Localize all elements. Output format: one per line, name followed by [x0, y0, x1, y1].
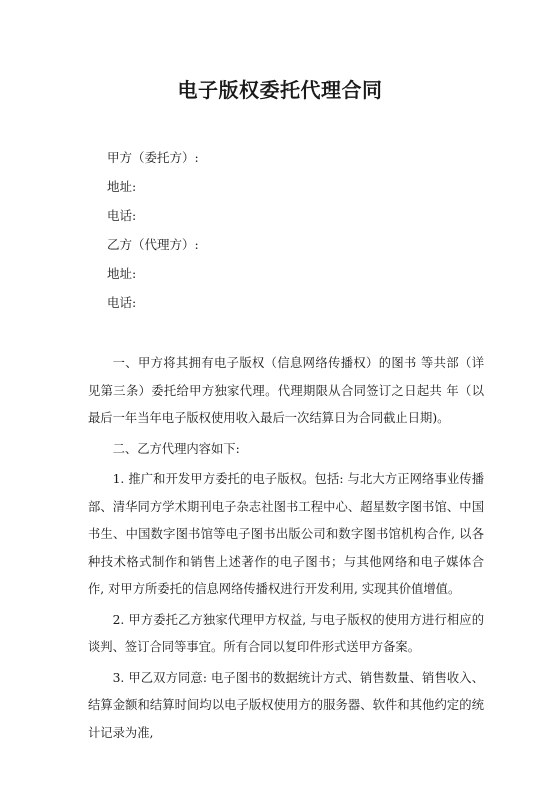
party-a-label: 甲方（委托方）:	[107, 150, 199, 165]
party-a-phone-label: 电话:	[107, 208, 137, 223]
parties-block	[107, 149, 199, 323]
clause-2-item-2: 2. 甲方委托乙方独家代理甲方权益, 与电子版权的使用方进行相应的谈判、签订合同等事宜。所有合同以复印件形式送甲方备案。	[88, 612, 484, 654]
clause-2-item-1: 1. 推广和开发甲方委托的电子版权。包括: 与北大方正网络事业传播部、清华同方学术期刊电子杂志社图书工程中心、超星数字图书馆、中国书生、中国数字图书馆等电子图书出版公司和数字图书馆机构合作, 以各种技术格式制作和销售上述著作的电子图书；与其他网络和电子媒体合作, 对甲方所委托的信息网络传播权进行开发利用, 实现其价值增值。	[88, 472, 484, 596]
contract-title: 电子版权委托代理合同	[177, 78, 383, 102]
contract-body	[88, 350, 484, 747]
party-b-address-label: 地址:	[107, 266, 137, 281]
clause-1-paragraph: 一、甲方将其拥有电子版权（信息网络传播权）的图书 等共部（详见第三条）委托给甲方独家代理。代理期限从合同签订之日起共 年（以最后一年当年电子版权使用收入最后一次结算日为合同截止日期)。	[88, 356, 484, 425]
party-a-address-label: 地址:	[107, 179, 137, 194]
party-b-label: 乙方（代理方）:	[107, 237, 199, 252]
clause-2-item-3: 3. 甲乙双方同意: 电子图书的数据统计方式、销售数量、销售收入、结算金额和结算时间均以电子版权使用方的服务器、软件和其他约定的统计记录为准,	[88, 670, 484, 740]
clause-2-heading: 二、乙方代理内容如下:	[112, 441, 240, 456]
party-b-phone-label: 电话:	[107, 295, 137, 310]
